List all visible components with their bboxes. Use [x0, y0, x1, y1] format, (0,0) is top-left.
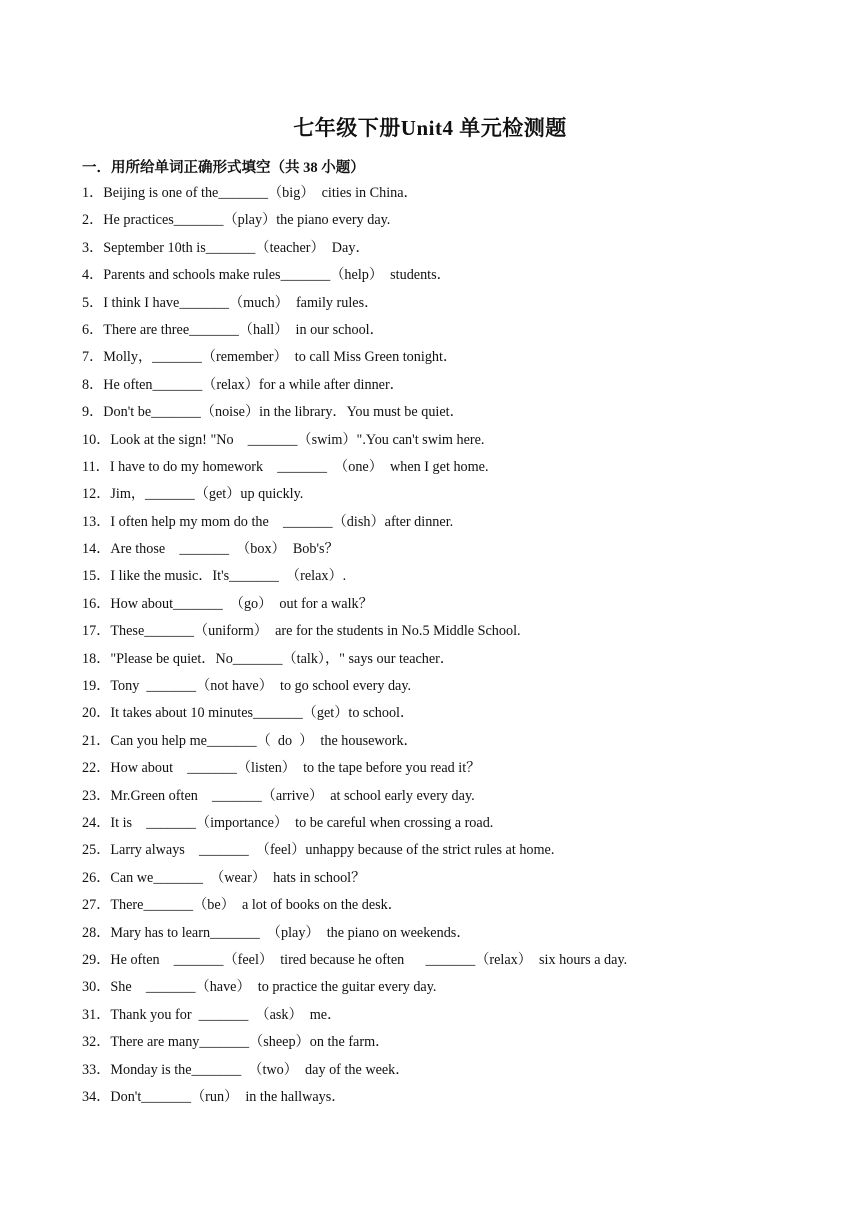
question-item: 19．Tony _______（not have） to go school every day.: [82, 678, 412, 695]
question-item: 22．How about _______（listen） to the tape before you read it？: [82, 760, 481, 777]
question-item: 23．Mr.Green often _______（arrive） at school early every day.: [82, 787, 475, 804]
question-item: 33．Monday is the_______ （two） day of the week．: [82, 1061, 410, 1078]
section-heading: 一．用所给单词正确形式填空（共 38 小题）: [82, 160, 365, 176]
question-item: 20．It takes about 10 minutes_______（get）to school．: [82, 705, 415, 722]
question-item: 8．He often_______（relax）for a while after dinner．: [82, 376, 404, 393]
question-item: 34．Don't_______（run） in the hallways．: [82, 1088, 346, 1105]
question-item: 1．Beijing is one of the_______（big） cities in China．: [82, 185, 418, 201]
question-item: 32．There are many_______（sheep）on the farm．: [82, 1034, 390, 1051]
question-item: 30．She _______（have） to practice the guitar every day.: [82, 979, 437, 996]
question-item: 4．Parents and schools make rules_______（help） students．: [82, 267, 451, 284]
question-item: 24．It is _______（importance） to be careful when crossing a road.: [82, 814, 494, 831]
question-item: 6．There are three_______（hall） in our school．: [82, 321, 384, 338]
question-item: 15．I like the music．It's_______ （relax）.: [82, 568, 347, 585]
question-item: 27．There_______（be） a lot of books on the desk．: [82, 897, 402, 914]
question-item: 21．Can you help me_______（ do ） the housework．: [82, 732, 418, 749]
question-item: 10．Look at the sign! "No _______（swim）".You can't swim here.: [82, 431, 485, 448]
question-item: 13．I often help my mom do the _______（dish）after dinner.: [82, 513, 454, 530]
question-item: 18．"Please be quiet．No_______（talk），" says our teacher．: [82, 650, 455, 667]
question-item: 25．Larry always _______ （feel）unhappy because of the strict rules at home.: [82, 842, 555, 859]
question-item: 11．I have to do my homework _______ （one） when I get home.: [82, 458, 489, 475]
question-item: 7．Molly，_______（remember） to call Miss Green tonight．: [82, 349, 458, 366]
page-title: 七年级下册Unit4 单元检测题: [293, 116, 567, 140]
question-list: [82, 180, 782, 1111]
question-item: 17．These_______（uniform） are for the students in No.5 Middle School.: [82, 623, 521, 640]
question-item: 9．Don't be_______（noise）in the library．You must be quiet．: [82, 404, 464, 421]
question-item: 26．Can we_______ （wear） hats in school？: [82, 869, 366, 886]
question-item: 31．Thank you for _______ （ask） me．: [82, 1006, 342, 1023]
question-item: 3．September 10th is_______（teacher） Day．: [82, 239, 370, 256]
question-item: 12．Jim，_______（get）up quickly.: [82, 486, 304, 503]
question-item: 16．How about_______ （go） out for a walk？: [82, 595, 373, 612]
question-item: 2．He practices_______（play）the piano every day.: [82, 212, 391, 229]
question-item: 5．I think I have_______（much） family rules．: [82, 294, 379, 311]
question-item: 14．Are those _______ （box） Bob's？: [82, 541, 339, 558]
question-item: 28．Mary has to learn_______ （play） the piano on weekends．: [82, 924, 471, 941]
question-item: 29．He often _______（feel） tired because he often _______（relax） six hours a day.: [82, 951, 628, 968]
